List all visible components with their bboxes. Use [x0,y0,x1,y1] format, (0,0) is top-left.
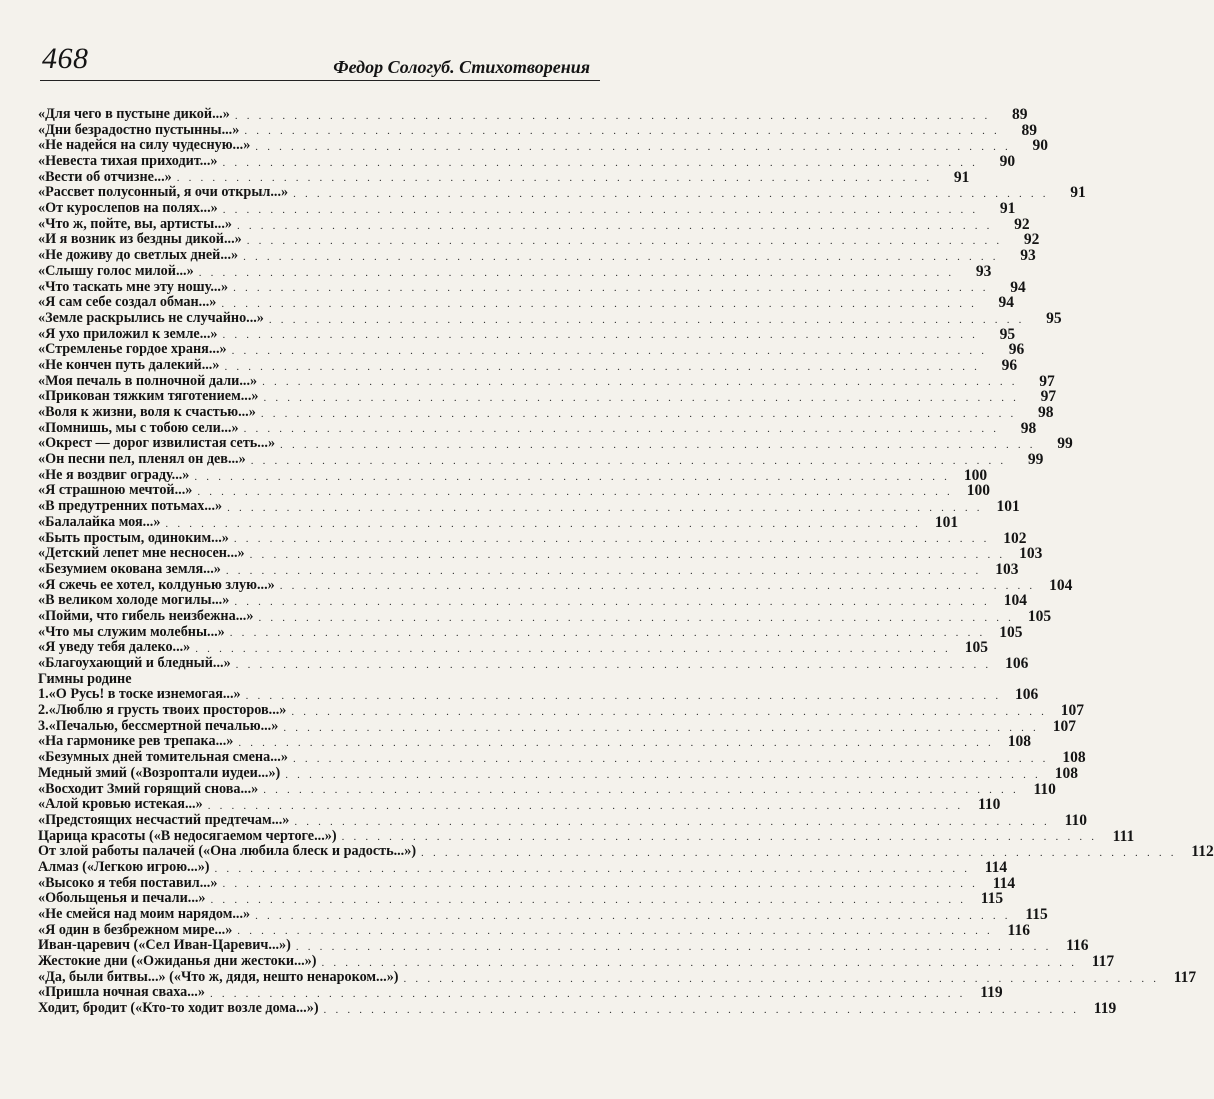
dot-leader: . . . . . . . . . . . . . . . . . . . . . . . . . . . . . . . . . . . . . . . . . . . . . . . . . . . . . . . . . . . . . . . . [165,517,922,530]
toc-entry-title: «Высоко я тебя поставил...» [38,874,218,891]
toc-entry-title: «Что ж, пойте, вы, артисты...» [38,215,232,232]
toc-entry-title: 2.«Люблю я грусть твоих просторов...» [38,702,287,719]
toc-entry-page: 108 [1007,733,1032,751]
toc-entry-title: «Для чего в пустыне дикой...» [38,105,230,122]
toc-entry-page: 107 [1052,717,1076,735]
toc-entry-page: 106 [1005,655,1029,673]
toc-entry-title: Царица красоты («В недосягаемом чертоге...») [38,827,337,844]
toc-entry-page: 104 [1003,592,1027,610]
dot-leader: . . . . . . . . . . . . . . . . . . . . . . . . . . . . . . . . . . . . . . . . . . . . . . . . . . . . . . . . . . . . . . . . [255,141,1011,154]
toc-entry [38,356,1018,374]
dot-leader: . . . . . . . . . . . . . . . . . . . . . . . . . . . . . . . . . . . . . . . . . . . . . . . . . . . . . . . . . . . . . . . . [235,658,992,671]
dot-leader: . . . . . . . . . . . . . . . . . . . . . . . . . . . . . . . . . . . . . . . . . . . . . . . . . . . . . . . . . . . . . . . . [250,454,1007,467]
toc-entry-title: «Я ухо приложил к земле...» [38,325,218,342]
toc-entry [38,404,1054,422]
toc-entry [38,513,959,531]
toc-entry-title: «Предстоящих несчастий предтечам...» [38,811,290,828]
toc-entry-page: 99 [1027,451,1044,469]
toc-entry-title: «Он песни пел, пленял он дев...» [38,451,246,468]
dot-leader: . . . . . . . . . . . . . . . . . . . . . . . . . . . . . . . . . . . . . . . . . . . . . . . . . . . . . . . . . . . . . . . . [207,799,964,812]
toc-entry [38,764,1078,782]
dot-leader: . . . . . . . . . . . . . . . . . . . . . . . . . . . . . . . . . . . . . . . . . . . . . . . . . . . . . . . . . . . . . . . . [198,266,955,279]
toc-entry [38,592,1027,610]
dot-leader: . . . . . . . . . . . . . . . . . . . . . . . . . . . . . . . . . . . . . . . . . . . . . . . . . . . . . . . . . . . . . . . . [234,109,991,122]
toc-entry-title: «Я уведу тебя далеко...» [38,639,191,656]
dot-leader: . . . . . . . . . . . . . . . . . . . . . . . . . . . . . . . . . . . . . . . . . . . . . . . . . . . . . . . . . . . . . . . . [293,188,1049,201]
dot-leader: . . . . . . . . . . . . . . . . . . . . . . . . . . . . . . . . . . . . . . . . . . . . . . . . . . . . . . . . . . . . . . . . [260,407,1017,420]
dot-leader: . . . . . . . . . . . . . . . . . . . . . . . . . . . . . . . . . . . . . . . . . . . . . . . . . . . . . . . . . . . . . . . . [341,831,1098,844]
toc-entry-page: 115 [980,890,1004,908]
dot-leader: . . . . . . . . . . . . . . . . . . . . . . . . . . . . . . . . . . . . . . . . . . . . . . . . . . . . . . . . . . . . . . . . [262,376,1018,389]
dot-leader: . . . . . . . . . . . . . . . . . . . . . . . . . . . . . . . . . . . . . . . . . . . . . . . . . . . . . . . . . . . . . . . . [238,737,995,750]
toc-entry [38,968,1197,986]
toc-entry-title: «Окрест — дорог извилистая сеть...» [38,435,276,452]
dot-leader: . . . . . . . . . . . . . . . . . . . . . . . . . . . . . . . . . . . . . . . . . . . . . . . . . . . . . . . . . . . . . . . . [222,156,979,169]
toc-entry [38,200,1016,218]
toc-entry-title: «Я сам себе создал обман...» [38,294,217,311]
toc-entry-page: 98 [1037,404,1054,422]
dot-leader: . . . . . . . . . . . . . . . . . . . . . . . . . . . . . . . . . . . . . . . . . . . . . . . . . . . . . . . . . . . . . . . . [236,219,993,232]
toc-entry-page: 91 [1070,184,1086,202]
dot-leader: . . . . . . . . . . . . . . . . . . . . . . . . . . . . . . . . . . . . . . . . . . . . . . . . . . . . . . . . . . . . . . . . [285,768,1041,781]
toc-entry-title: «Что мы служим молебны...» [38,623,225,640]
toc-entry-title: «Дни безрадостно пустынны...» [38,121,240,138]
toc-entry-title: «Я один в безбрежном мире...» [38,921,233,938]
dot-leader: . . . . . . . . . . . . . . . . . . . . . . . . . . . . . . . . . . . . . . . . . . . . . . . . . . . . . . . . . . . . . . . . [421,847,1177,859]
toc-entry-page: 100 [966,482,990,500]
toc-entry-page: 105 [1027,607,1052,625]
dot-leader: . . . . . . . . . . . . . . . . . . . . . . . . . . . . . . . . . . . . . . . . . . . . . . . . . . . . . . . . . . . . . . . . [245,690,1002,703]
toc-entry-title: «Детский лепет мне несносен...» [38,545,245,562]
toc-entry-page: 108 [1054,764,1078,782]
toc-entry-page: 110 [1064,811,1088,829]
toc-entry-page: 94 [1010,278,1026,296]
toc-entry-page: 95 [1046,309,1062,327]
toc-entry-title: «От курослепов на полях...» [38,200,218,217]
toc-entry-page: 110 [1033,780,1056,798]
toc-entry-page: 89 [1021,121,1037,139]
toc-entry [38,906,1048,924]
toc-entry [38,655,1029,673]
toc-entry-page: 114 [992,874,1016,892]
page-header [40,44,600,81]
toc-entry [38,341,1025,359]
toc-entry [38,247,1036,265]
toc-entry-page: 114 [984,858,1008,876]
dot-leader: . . . . . . . . . . . . . . . . . . . . . . . . . . . . . . . . . . . . . . . . . . . . . . . . . . . . . . . . . . . . . . . . [249,548,1006,561]
toc-entry-page: 90 [1032,137,1048,155]
dot-leader: . . . . . . . . . . . . . . . . . . . . . . . . . . . . . . . . . . . . . . . . . . . . . . . . . . . . . . . . . . . . . . . . [279,580,1036,593]
toc-entry [38,121,1037,139]
toc-entry [38,937,1089,955]
dot-leader: . . . . . . . . . . . . . . . . . . . . . . . . . . . . . . . . . . . . . . . . . . . . . . . . . . . . . . . . . . . . . . . . [243,423,1000,436]
dot-leader: . . . . . . . . . . . . . . . . . . . . . . . . . . . . . . . . . . . . . . . . . . . . . . . . . . . . . . . . . . . . . . . . [283,721,1039,734]
toc-entry [38,372,1055,390]
toc-entry-title: «Да, были битвы...» («Что ж, дядя, нешто ненароком...») [38,968,399,985]
toc-entry [38,733,1032,751]
dot-leader: . . . . . . . . . . . . . . . . . . . . . . . . . . . . . . . . . . . . . . . . . . . . . . . . . . . . . . . . . . . . . . . . [243,250,999,263]
toc-entry-title: «Пойми, что гибель неизбежна...» [38,607,254,624]
toc-entry [38,262,992,280]
dot-leader: . . . . . . . . . . . . . . . . . . . . . . . . . . . . . . . . . . . . . . . . . . . . . . . . . . . . . . . . . . . . . . . . [222,329,979,342]
table-of-contents [38,105,1214,1018]
toc-entry [38,858,1008,876]
dot-leader: . . . . . . . . . . . . . . . . . . . . . . . . . . . . . . . . . . . . . . . . . . . . . . . . . . . . . . . . . . . . . . . . [227,501,983,514]
toc-entry-page: 115 [1025,906,1048,924]
toc-entry [38,498,1020,516]
dot-leader: . . . . . . . . . . . . . . . . . . . . . . . . . . . . . . . . . . . . . . . . . . . . . . . . . . . . . . . . . . . . . . . . [323,1003,1080,1016]
toc-entry-title: «Невеста тихая приходит...» [38,153,218,170]
toc-entry-title: «Не кончен путь далекий...» [38,356,220,373]
toc-entry-title: «Безумием окована земля...» [38,560,221,577]
toc-entry-title: «На гармонике рев трепака...» [38,733,234,750]
toc-entry [38,278,1026,296]
toc-entry-title: «Слышу голос милой...» [38,262,194,279]
toc-entry [38,623,1023,641]
dot-leader: . . . . . . . . . . . . . . . . . . . . . . . . . . . . . . . . . . . . . . . . . . . . . . . . . . . . . . . . . . . . . . . . [294,815,1051,828]
dot-leader: . . . . . . . . . . . . . . . . . . . . . . . . . . . . . . . . . . . . . . . . . . . . . . . . . . . . . . . . . . . . . . . . [291,705,1048,718]
toc-entry [38,796,1001,814]
toc-entry-title: «Помнишь, мы с тобою сели...» [38,419,239,436]
toc-entry [38,921,1030,939]
toc-entry-page: 116 [1007,921,1030,939]
toc-entry [38,168,970,186]
toc-entry [38,953,1115,971]
toc-entry-title: 1.«О Русь! в тоске изнемогая...» [38,686,241,703]
toc-entry-page: 97 [1039,372,1055,390]
toc-entry [38,607,1052,625]
toc-entry [38,294,1015,312]
toc-entry-page: 112 [1191,843,1214,861]
dot-leader: . . . . . . . . . . . . . . . . . . . . . . . . . . . . . . . . . . . . . . . . . . . . . . . . . . . . . . . . . . . . . . . . [268,313,1025,326]
toc-entry [38,545,1043,563]
toc-entry-title: «Не надейся на силу чудесную...» [38,137,251,154]
toc-entry-title: От злой работы палачей («Она любила блеск и радость...») [38,843,417,860]
toc-entry-title: «Вести об отчизне...» [38,168,172,185]
toc-entry-page: 108 [1062,749,1086,767]
dot-leader: . . . . . . . . . . . . . . . . . . . . . . . . . . . . . . . . . . . . . . . . . . . . . . . . . . . . . . . . . . . . . . . . [258,611,1015,624]
toc-entry-title: Иван-царевич («Сел Иван-Царевич...») [38,937,291,954]
toc-entry [38,576,1073,594]
dot-leader: . . . . . . . . . . . . . . . . . . . . . . . . . . . . . . . . . . . . . . . . . . . . . . . . . . . . . . . . . . . . . . . . [231,345,988,357]
toc-entry-title: «Пришла ночная сваха...» [38,984,205,1001]
toc-entry-page: 94 [998,294,1015,312]
dot-leader: . . . . . . . . . . . . . . . . . . . . . . . . . . . . . . . . . . . . . . . . . . . . . . . . . . . . . . . . . . . . . . . . [229,627,986,640]
dot-leader: . . . . . . . . . . . . . . . . . . . . . . . . . . . . . . . . . . . . . . . . . . . . . . . . . . . . . . . . . . . . . . . . [233,533,990,546]
toc-entry [38,702,1085,720]
dot-leader: . . . . . . . . . . . . . . . . . . . . . . . . . . . . . . . . . . . . . . . . . . . . . . . . . . . . . . . . . . . . . . . . [244,125,1000,138]
dot-leader: . . . . . . . . . . . . . . . . . . . . . . . . . . . . . . . . . . . . . . . . . . . . . . . . . . . . . . . . . . . . . . . . [263,784,1019,797]
toc-entry-title: «Моя печаль в полночной дали...» [38,372,258,389]
running-title: Федор Сологуб. Стихотворения [333,57,590,77]
toc-entry [38,811,1088,829]
toc-entry-title: «Восходит Змий горящий снова...» [38,780,259,797]
toc-entry-page: 95 [999,325,1016,343]
toc-entry-title: Жестокие дни («Ожиданья дни жестоки...») [38,953,317,970]
dot-leader: . . . . . . . . . . . . . . . . . . . . . . . . . . . . . . . . . . . . . . . . . . . . . . . . . . . . . . . . . . . . . . . . [194,470,951,483]
toc-entry-title: 3.«Печалью, бессмертной печалью...» [38,717,279,734]
toc-entry-title: Медный змий («Возроптали иудеи...») [38,764,281,781]
page-number: 468 [42,42,89,75]
toc-entry [38,984,1003,1002]
toc-entry-page: 98 [1020,419,1037,437]
toc-entry [38,827,1135,845]
toc-entry [38,419,1037,437]
dot-leader: . . . . . . . . . . . . . . . . . . . . . . . . . . . . . . . . . . . . . . . . . . . . . . . . . . . . . . . . . . . . . . . . [237,925,993,938]
toc-entry-title: «В великом холоде могилы...» [38,592,230,609]
toc-entry [38,529,1027,547]
dot-leader: . . . . . . . . . . . . . . . . . . . . . . . . . . . . . . . . . . . . . . . . . . . . . . . . . . . . . . . . . . . . . . . . [222,878,979,891]
toc-entry-page: 119 [1093,1000,1117,1018]
toc-entry-page: 119 [980,984,1003,1002]
toc-entry-page: 93 [1020,247,1036,265]
toc-entry-page: 89 [1011,105,1028,123]
toc-entry-title: «И я возник из бездны дикой...» [38,231,242,248]
dot-leader: . . . . . . . . . . . . . . . . . . . . . . . . . . . . . . . . . . . . . . . . . . . . . . . . . . . . . . . . . . . . . . . . [403,972,1160,985]
toc-entry [38,137,1048,155]
toc-entry [38,890,1004,908]
toc-entry-title: «Балалайка моя...» [38,513,161,530]
toc-entry-page: 96 [1001,356,1018,374]
toc-entry-title: «Я страшною мечтой...» [38,482,193,499]
toc-entry-title: Ходит, бродит («Кто-то ходит возле дома...») [38,1000,319,1017]
dot-leader: . . . . . . . . . . . . . . . . . . . . . . . . . . . . . . . . . . . . . . . . . . . . . . . . . . . . . . . . . . . . . . . . [255,909,1011,922]
toc-entry [38,874,1016,892]
toc-entry [38,1000,1117,1018]
toc-entry-page: 105 [999,623,1023,641]
toc-entry-title: «Рассвет полусонный, я очи открыл...» [38,184,289,201]
toc-section-heading [38,672,610,688]
toc-entry-title: «Не смейся над моим нарядом...» [38,906,251,923]
toc-entry [38,153,1016,171]
toc-entry [38,780,1056,798]
dot-leader: . . . . . . . . . . . . . . . . . . . . . . . . . . . . . . . . . . . . . . . . . . . . . . . . . . . . . . . . . . . . . . . . [209,988,966,1001]
dot-leader: . . . . . . . . . . . . . . . . . . . . . . . . . . . . . . . . . . . . . . . . . . . . . . . . . . . . . . . . . . . . . . . . [210,894,967,907]
toc-entry [38,184,1086,202]
toc-entry-title: «Я сжечь ее хотел, колдунью злую...» [38,576,275,593]
toc-entry-title: «Стремленье гордое храня...» [38,341,227,358]
toc-entry [38,388,1057,406]
toc-entry-page: 103 [1019,545,1043,563]
toc-entry-title: «Безумных дней томительная смена...» [38,749,288,766]
toc-entry-title: «Благоухающий и бледный...» [38,655,231,672]
dot-leader: . . . . . . . . . . . . . . . . . . . . . . . . . . . . . . . . . . . . . . . . . . . . . . . . . . . . . . . . . . . . . . . . [246,235,1003,248]
toc-entry-page: 117 [1091,953,1115,971]
toc-entry-title: «Быть простым, одиноким...» [38,529,229,546]
toc-entry-title: Гимны родине [38,670,132,687]
dot-leader: . . . . . . . . . . . . . . . . . . . . . . . . . . . . . . . . . . . . . . . . . . . . . . . . . . . . . . . . . . . . . . . . [321,956,1078,969]
toc-entry-title: «Не доживу до светлых дней...» [38,247,239,264]
toc-entry-page: 99 [1057,435,1073,453]
toc-entry-page: 116 [1066,937,1089,955]
dot-leader: . . . . . . . . . . . . . . . . . . . . . . . . . . . . . . . . . . . . . . . . . . . . . . . . . . . . . . . . . . . . . . . . [295,941,1052,954]
dot-leader: . . . . . . . . . . . . . . . . . . . . . . . . . . . . . . . . . . . . . . . . . . . . . . . . . . . . . . . . . . . . . . . . [280,439,1036,452]
toc-entry-title: «Алой кровью истекая...» [38,796,203,813]
toc-entry-title: «Что таскать мне эту ношу...» [38,278,229,295]
toc-entry-page: 91 [999,200,1016,218]
toc-entry [38,749,1086,767]
dot-leader: . . . . . . . . . . . . . . . . . . . . . . . . . . . . . . . . . . . . . . . . . . . . . . . . . . . . . . . . . . . . . . . . [225,564,982,577]
toc-entry-title: «В предутренних потьмах...» [38,498,223,515]
toc-entry-page: 111 [1112,827,1135,845]
toc-entry [38,325,1016,343]
toc-entry [38,686,1039,704]
toc-entry-title: «Обольщенья и печали...» [38,890,206,907]
toc-entry [38,451,1044,469]
toc-entry-page: 106 [1015,686,1039,704]
dot-leader: . . . . . . . . . . . . . . . . . . . . . . . . . . . . . . . . . . . . . . . . . . . . . . . . . . . . . . . . . . . . . . . . [195,643,951,656]
toc-entry [38,215,1030,233]
toc-entry-title: «Земле раскрылись не случайно...» [38,309,264,326]
toc-entry-page: 93 [975,262,992,280]
toc-entry-page: 91 [953,168,970,186]
dot-leader: . . . . . . . . . . . . . . . . . . . . . . . . . . . . . . . . . . . . . . . . . . . . . . . . . . . . . . . . . . . . . . . . [233,282,989,295]
toc-entry-title: «Воля к жизни, воля к счастью...» [38,404,256,421]
toc-entry [38,435,1073,453]
dot-leader: . . . . . . . . . . . . . . . . . . . . . . . . . . . . . . . . . . . . . . . . . . . . . . . . . . . . . . . . . . . . . . . . [214,862,971,875]
toc-entry-title: Алмаз («Легкою игрою...») [38,858,210,875]
toc-entry [38,639,988,657]
toc-entry-page: 104 [1049,576,1073,594]
dot-leader: . . . . . . . . . . . . . . . . . . . . . . . . . . . . . . . . . . . . . . . . . . . . . . . . . . . . . . . . . . . . . . . . [176,172,933,185]
dot-leader: . . . . . . . . . . . . . . . . . . . . . . . . . . . . . . . . . . . . . . . . . . . . . . . . . . . . . . . . . . . . . . . . [197,486,953,499]
toc-entry [38,466,988,484]
toc-entry-title: «Прикован тяжким тяготением...» [38,388,259,405]
toc-entry-page: 101 [996,498,1020,516]
toc-entry [38,482,990,500]
toc-entry-page: 96 [1008,341,1025,359]
toc-entry [38,717,1076,735]
toc-entry-title: «Не я воздвиг ограду...» [38,466,190,483]
toc-entry-page: 92 [1014,215,1030,233]
toc-entry-page: 97 [1040,388,1057,406]
toc-entry [38,843,1214,861]
dot-leader: . . . . . . . . . . . . . . . . . . . . . . . . . . . . . . . . . . . . . . . . . . . . . . . . . . . . . . . . . . . . . . . . [292,752,1049,765]
toc-entry-page: 107 [1060,702,1085,720]
toc-entry-page: 92 [1023,231,1040,249]
toc-entry-page: 105 [964,639,988,657]
dot-leader: . . . . . . . . . . . . . . . . . . . . . . . . . . . . . . . . . . . . . . . . . . . . . . . . . . . . . . . . . . . . . . . . [222,203,979,216]
dot-leader: . . . . . . . . . . . . . . . . . . . . . . . . . . . . . . . . . . . . . . . . . . . . . . . . . . . . . . . . . . . . . . . . [224,360,981,373]
toc-entry-page: 102 [1003,529,1027,547]
toc-entry-page: 100 [963,466,988,484]
toc-entry-page: 117 [1173,968,1197,986]
toc-entry [38,231,1040,249]
toc-entry [38,560,1019,578]
toc-entry [38,105,1028,123]
toc-entry [38,309,1062,327]
toc-entry-page: 101 [934,513,959,531]
dot-leader: . . . . . . . . . . . . . . . . . . . . . . . . . . . . . . . . . . . . . . . . . . . . . . . . . . . . . . . . . . . . . . . . [221,297,978,310]
toc-entry-page: 110 [977,796,1001,814]
dot-leader: . . . . . . . . . . . . . . . . . . . . . . . . . . . . . . . . . . . . . . . . . . . . . . . . . . . . . . . . . . . . . . . . [263,392,1020,405]
toc-entry-page: 90 [999,153,1016,171]
dot-leader: . . . . . . . . . . . . . . . . . . . . . . . . . . . . . . . . . . . . . . . . . . . . . . . . . . . . . . . . . . . . . . . . [234,596,990,608]
toc-entry-page: 103 [995,560,1019,578]
